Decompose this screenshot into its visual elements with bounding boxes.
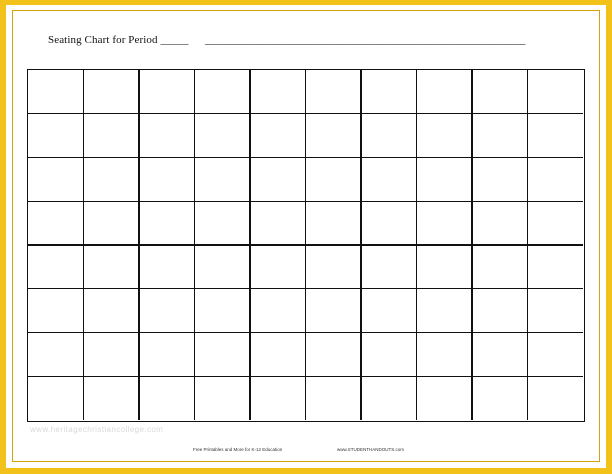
grid-row-line: [28, 157, 583, 158]
footer-tagline: Free Printables and More for K-12 Education: [193, 447, 283, 452]
seating-chart-title: Seating Chart for Period _____: [48, 34, 189, 46]
grid-row-line: [28, 113, 583, 114]
grid-row-line: [28, 244, 583, 245]
grid-row-line: [28, 332, 583, 333]
seating-grid: [27, 69, 585, 422]
grid-row-line: [28, 376, 583, 377]
grid-row-line: [28, 201, 583, 202]
footer-website: www.STUDENTHANDOUTS.com: [337, 447, 405, 452]
name-blank-line: _____________________________________________________________: [205, 34, 526, 46]
watermark-text: www.heritagechristiancollege.com: [30, 425, 164, 434]
grid-row-line: [28, 288, 583, 289]
